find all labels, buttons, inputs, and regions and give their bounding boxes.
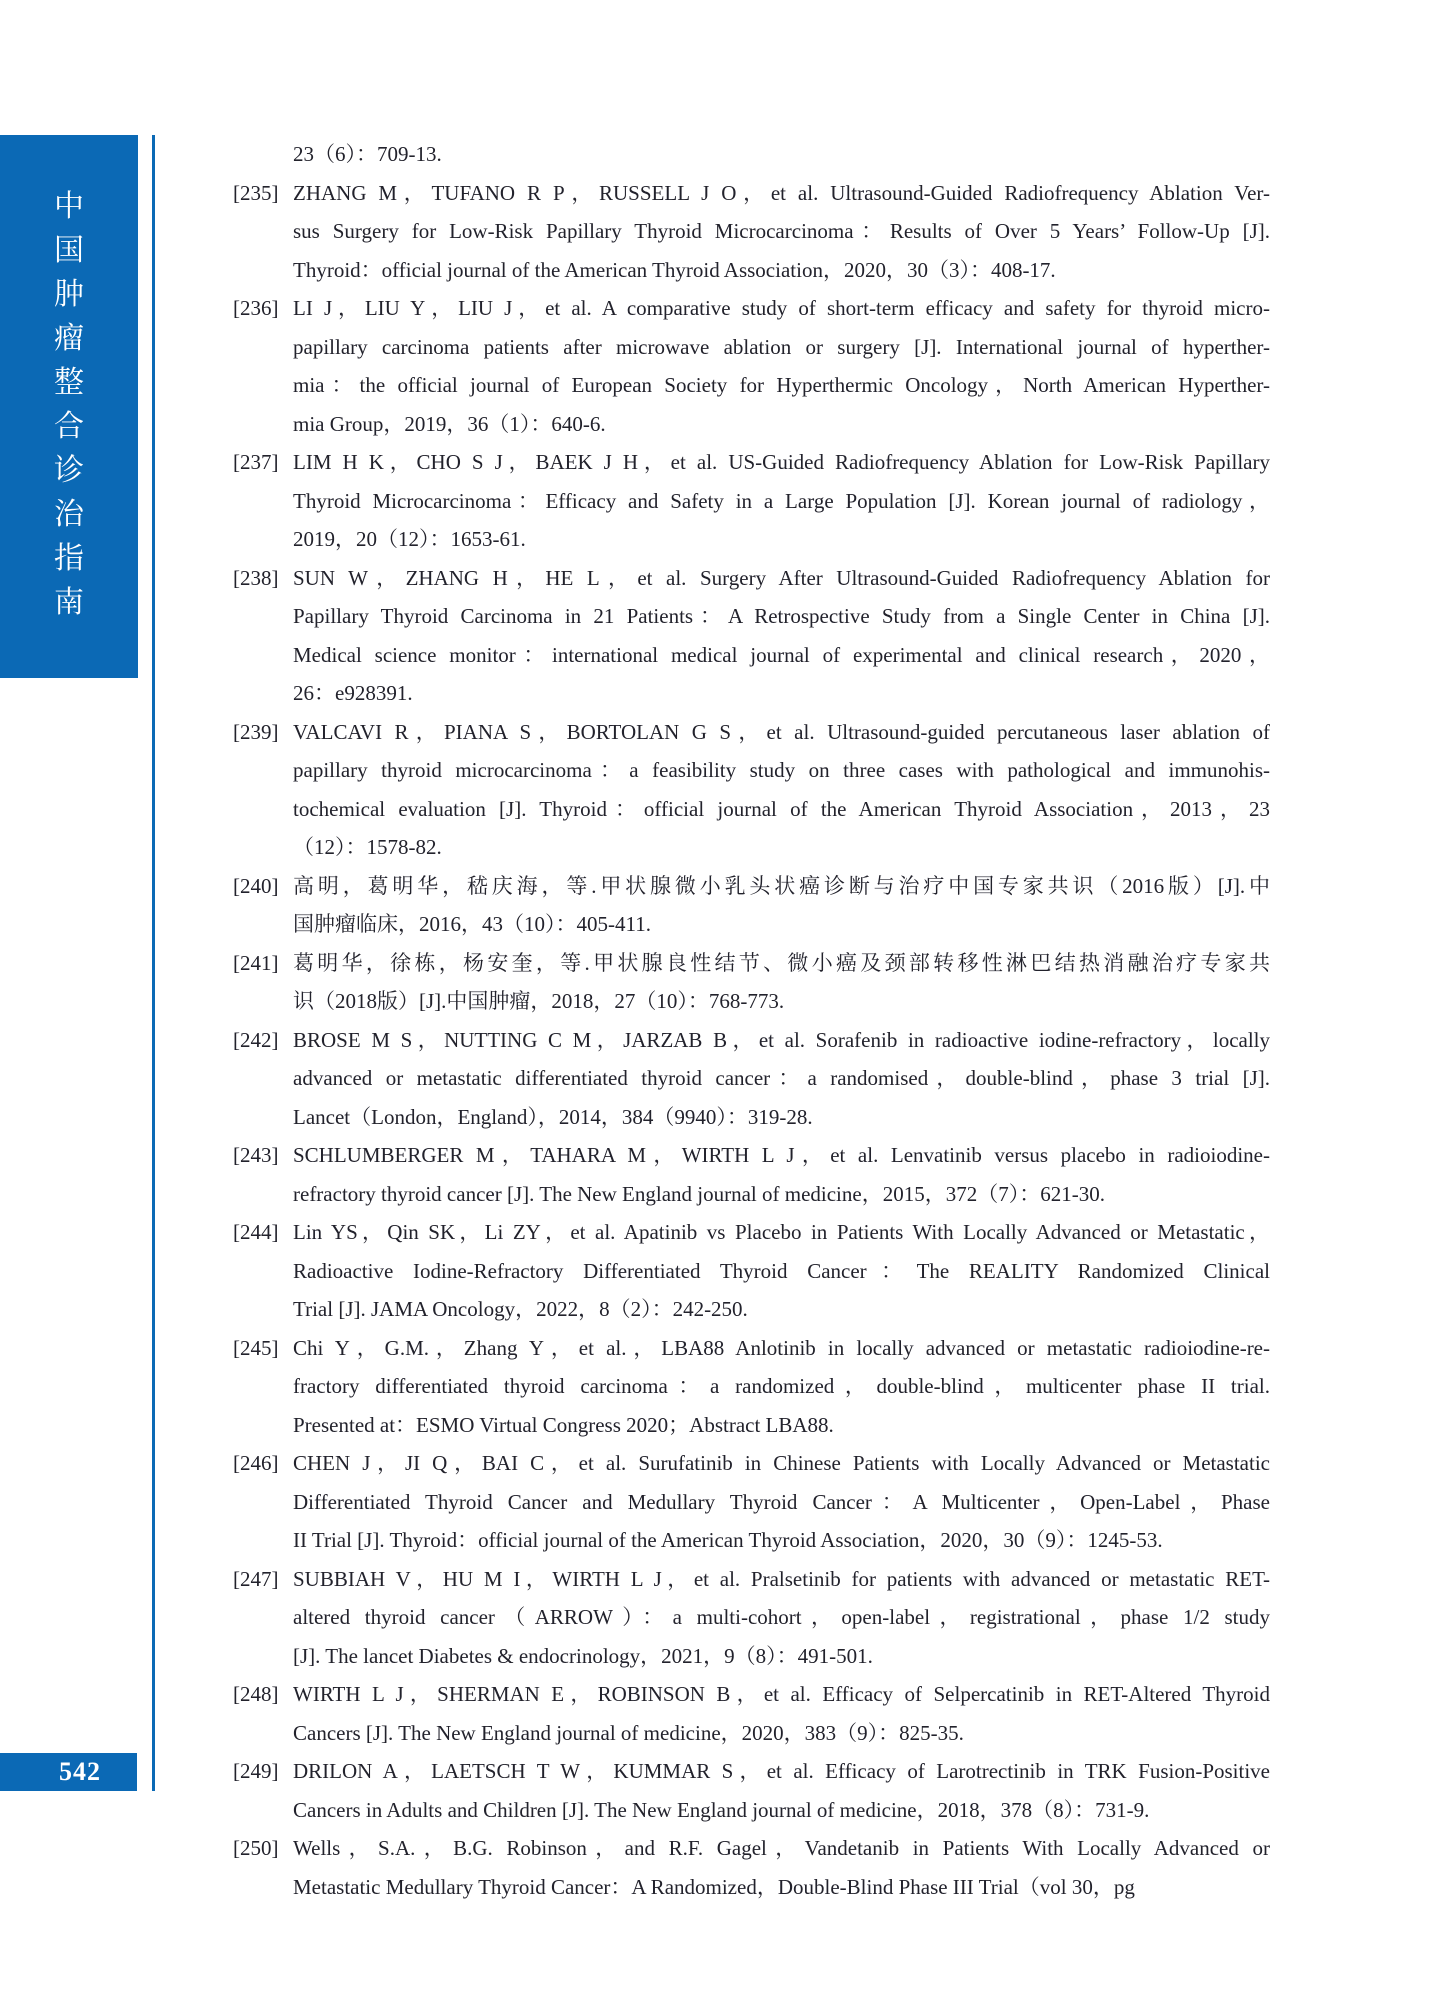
reference-line: Trial [J]. JAMA Oncology，2022，8（2）：242-250. <box>293 1297 748 1321</box>
reference-number: [236] <box>233 296 279 320</box>
page-number: 542 <box>59 1757 101 1786</box>
reference-item <box>233 944 1270 1021</box>
reference-line: [J]. The lancet Diabetes & endocrinology，2021，9（8）：491-501. <box>293 1643 873 1668</box>
reference-line: （12）：1578-82. <box>293 835 442 859</box>
reference-line: tochemical evaluation [J]. Thyroid：official journal of the American Thyroid Association，2013，23 <box>293 796 1270 821</box>
sidebar-title-char: 指 <box>54 542 84 575</box>
reference-line: Thyroid：official journal of the American Thyroid Association，2020，30（3）：408-17. <box>293 257 1056 282</box>
reference-line: Cancers in Adults and Children [J]. The New England journal of medicine，2018，378（8）：731-9. <box>293 1797 1150 1822</box>
reference-line: papillary carcinoma patients after microwave ablation or surgery [J]. International journal of hyperther- <box>293 334 1270 359</box>
reference-list <box>233 135 1270 1906</box>
reference-line: 葛明华，徐栋，杨安奎，等.甲状腺良性结节、微小癌及颈部转移性淋巴结热消融治疗专家共 <box>293 950 1270 975</box>
sidebar-title-char: 南 <box>54 586 84 619</box>
reference-line: WIRTH L J，SHERMAN E，ROBINSON B，et al. Efficacy of Selpercatinib in RET-Altered Thyroid <box>293 1682 1270 1706</box>
sidebar-title-char: 肿 <box>54 278 84 311</box>
reference-line: Papillary Thyroid Carcinoma in 21 Patients：A Retrospective Study from a Single Center in China [J]. <box>293 604 1270 628</box>
reference-number: [240] <box>233 873 279 898</box>
reference-line: CHEN J，JI Q，BAI C，et al. Surufatinib in Chinese Patients with Locally Advanced or Metastatic <box>293 1451 1270 1475</box>
reference-line: mia：the official journal of European Society for Hyperthermic Oncology，North American Hyperther- <box>293 373 1270 397</box>
reference-number: [248] <box>233 1682 279 1706</box>
reference-number: [237] <box>233 450 279 474</box>
reference-item <box>233 559 1270 713</box>
reference-number: [250] <box>233 1836 279 1860</box>
reference-number: [243] <box>233 1143 279 1167</box>
reference-line: SUBBIAH V，HU M I，WIRTH L J，et al. Pralsetinib for patients with advanced or metastatic RET- <box>293 1566 1270 1591</box>
reference-line: VALCAVI R，PIANA S，BORTOLAN G S，et al. Ultrasound-guided percutaneous laser ablation of <box>293 719 1270 744</box>
reference-line: mia Group，2019，36（1）：640-6. <box>293 411 606 436</box>
reference-item <box>233 289 1270 443</box>
reference-number: [241] <box>233 950 279 975</box>
sidebar-title-char: 诊 <box>54 454 84 487</box>
sidebar-title-char: 中 <box>54 190 84 223</box>
reference-line: sus Surgery for Low-Risk Papillary Thyroid Microcarcinoma：Results of Over 5 Years’ Follow-Up [J]. <box>293 219 1270 243</box>
reference-number: [244] <box>233 1220 279 1244</box>
reference-item <box>233 1752 1270 1829</box>
reference-item <box>233 1829 1270 1906</box>
reference-number: [238] <box>233 565 279 590</box>
reference-line: BROSE M S，NUTTING C M，JARZAB B，et al. Sorafenib in radioactive iodine-refractory，locally <box>293 1027 1270 1052</box>
vertical-divider <box>152 135 155 1791</box>
sidebar-title-char: 瘤 <box>54 322 84 355</box>
reference-line: SUN W，ZHANG H，HE L，et al. Surgery After Ultrasound-Guided Radiofrequency Ablation for <box>293 565 1270 590</box>
reference-line: DRILON A，LAETSCH T W，KUMMAR S，et al. Efficacy of Larotrectinib in TRK Fusion-Positive <box>293 1759 1270 1783</box>
reference-item <box>233 1021 1270 1137</box>
reference-item <box>233 1560 1270 1676</box>
reference-line: 识（2018版）[J].中国肿瘤，2018，27（10）：768-773. <box>293 989 785 1013</box>
reference-line: SCHLUMBERGER M，TAHARA M，WIRTH L J，et al. Lenvatinib versus placebo in radioiodine- <box>293 1143 1270 1167</box>
reference-line: Chi Y，G.M.，Zhang Y，et al.，LBA88 Anlotinib in locally advanced or metastatic radioiodine-re- <box>293 1335 1270 1360</box>
reference-line: papillary thyroid microcarcinoma：a feasibility study on three cases with pathological and immunohis- <box>293 758 1270 782</box>
reference-line: Wells，S.A.，B.G. Robinson，and R.F. Gagel，Vandetanib in Patients With Locally Advanced or <box>293 1836 1270 1860</box>
page-number-badge <box>0 1753 137 1791</box>
reference-line: Radioactive Iodine-Refractory Differentiated Thyroid Cancer：The REALITY Randomized Clinical <box>293 1258 1270 1283</box>
sidebar-title-char: 国 <box>54 234 84 267</box>
reference-item <box>233 1444 1270 1560</box>
reference-item <box>233 135 1270 174</box>
reference-line: fractory differentiated thyroid carcinoma：a randomized，double-blind，multicenter phase II trial. <box>293 1374 1270 1398</box>
reference-line: 高明，葛明华，嵇庆海，等.甲状腺微小乳头状癌诊断与治疗中国专家共识（2016版）[J].中 <box>293 873 1270 898</box>
reference-line: advanced or metastatic differentiated thyroid cancer：a randomised，double-blind，phase 3 trial [J]. <box>293 1066 1270 1090</box>
reference-line: Thyroid Microcarcinoma：Efficacy and Safety in a Large Population [J]. Korean journal of radiology， <box>293 488 1270 513</box>
reference-line: ZHANG M，TUFANO R P，RUSSELL J O，et al. Ultrasound-Guided Radiofrequency Ablation Ver- <box>293 180 1270 205</box>
reference-line: LIM H K，CHO S J，BAEK J H，et al. US-Guided Radiofrequency Ablation for Low-Risk Papillary <box>293 450 1270 474</box>
reference-line: Medical science monitor：international medical journal of experimental and clinical research，2020， <box>293 642 1270 667</box>
reference-line: 2019，20（12）：1653-61. <box>293 527 526 551</box>
reference-number: [235] <box>233 180 279 205</box>
reference-item <box>233 443 1270 559</box>
reference-line: Lancet（London，England），2014，384（9940）：319-28. <box>293 1104 813 1129</box>
reference-line: refractory thyroid cancer [J]. The New England journal of medicine，2015，372（7）：621-30. <box>293 1181 1105 1206</box>
sidebar-title-char: 整 <box>54 366 84 399</box>
reference-item <box>233 867 1270 944</box>
reference-item <box>233 1213 1270 1329</box>
reference-number: [239] <box>233 719 279 744</box>
reference-number: [242] <box>233 1027 279 1052</box>
sidebar-title-char: 合 <box>54 410 84 443</box>
reference-number: [247] <box>233 1566 279 1591</box>
reference-line: 26：e928391. <box>293 681 413 705</box>
reference-line: Metastatic Medullary Thyroid Cancer：A Randomized，Double-Blind Phase III Trial（vol 30，pg <box>293 1874 1135 1899</box>
reference-line: altered thyroid cancer（ARROW）：a multi-cohort，open-label，registrational，phase 1/2 study <box>293 1605 1270 1629</box>
reference-number: [245] <box>233 1335 279 1360</box>
reference-line: Differentiated Thyroid Cancer and Medullary Thyroid Cancer：A Multicenter，Open-Label，Phase <box>293 1489 1270 1514</box>
reference-item <box>233 1136 1270 1213</box>
reference-line: LI J，LIU Y，LIU J，et al. A comparative study of short-term efficacy and safety for thyroid micro- <box>293 296 1270 320</box>
reference-number: [249] <box>233 1759 279 1783</box>
reference-line: Cancers [J]. The New England journal of medicine，2020，383（9）：825-35. <box>293 1720 964 1745</box>
reference-line: II Trial [J]. Thyroid：official journal of the American Thyroid Association，2020，30（9）：1245-53. <box>293 1528 1163 1552</box>
reference-item <box>233 1675 1270 1752</box>
reference-line: Lin YS，Qin SK，Li ZY，et al. Apatinib vs Placebo in Patients With Locally Advanced or Metastatic， <box>293 1220 1270 1244</box>
reference-number: [246] <box>233 1451 279 1475</box>
sidebar-title-banner <box>0 135 138 678</box>
reference-line: Presented at：ESMO Virtual Congress 2020；Abstract LBA88. <box>293 1412 834 1437</box>
reference-item <box>233 174 1270 290</box>
reference-item <box>233 713 1270 867</box>
reference-line: 23（6）：709-13. <box>293 142 442 166</box>
reference-line: 国肿瘤临床，2016，43（10）：405-411. <box>293 912 651 936</box>
sidebar-title-char: 治 <box>54 498 84 531</box>
reference-item <box>233 1329 1270 1445</box>
